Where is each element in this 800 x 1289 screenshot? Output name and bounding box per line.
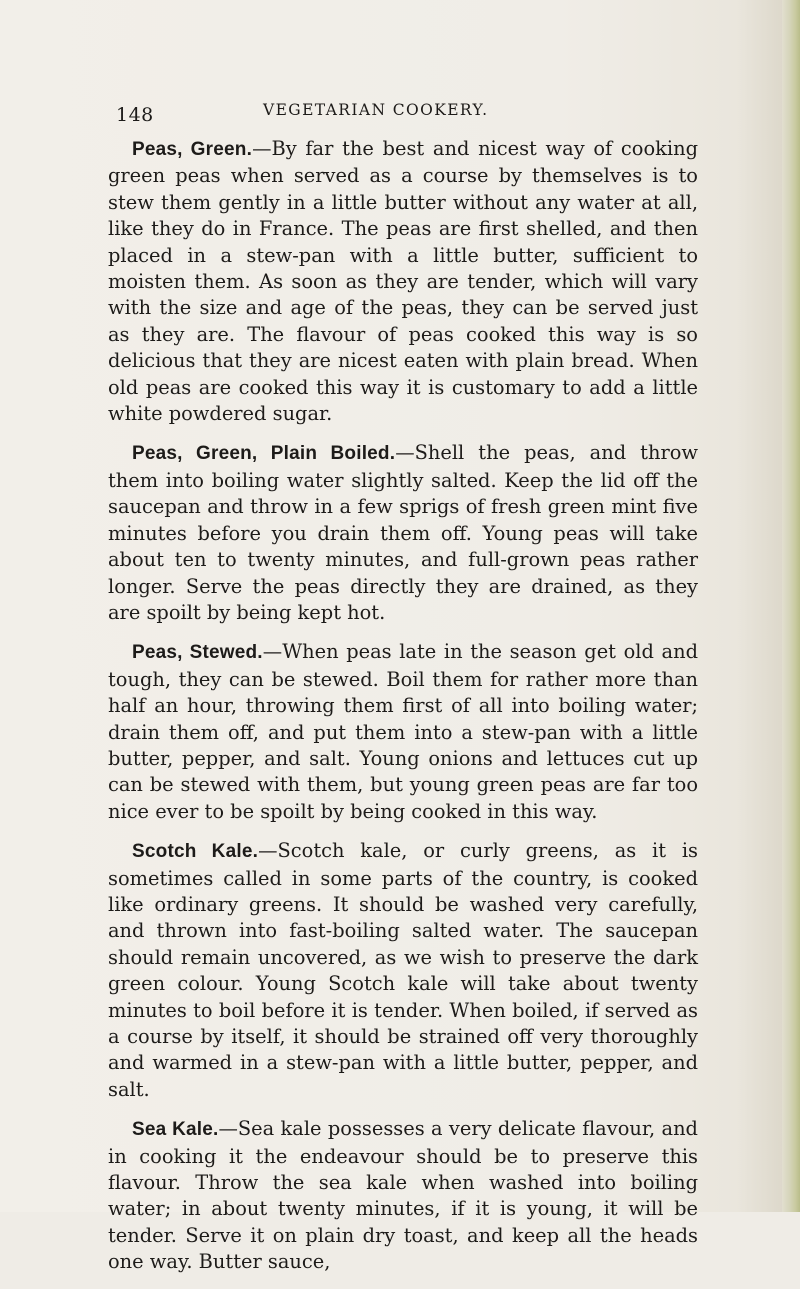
recipe-entry-scotch-kale [108, 838, 698, 1103]
page-edge [782, 0, 800, 1212]
recipe-body: —Sea kale possesses a very delicate flavour, and in cooking it the endeavour should be to preserve this flavour. Throw the sea kale when washed into boiling water; in about twenty minutes, if it is young, it will be tender. Serve it on plain dry toast, and keep all the heads one way. Butter sauce, [108, 1117, 698, 1274]
running-head: VEGETARIAN COOKERY. [263, 101, 489, 119]
recipe-body: —Scotch kale, or curly greens, as it is sometimes called in some parts of the country, is cooked like ordinary greens. It should be washed very carefully, and thrown into fast-boiling salted water. The saucepan should remain uncovered, as we wish to preserve the dark green colour. Young Scotch kale will take about twenty minutes to boil before it is tender. When boiled, if served as a course by itself, it should be strained off very thoroughly and warmed in a stew-pan with a little butter, pepper, and salt. [108, 839, 699, 1101]
recipe-entry-sea-kale [108, 1116, 698, 1275]
recipe-entry-peas-green [108, 136, 698, 427]
recipe-heading: Peas, Green, Plain Boiled. [132, 443, 396, 465]
recipe-body: —Shell the peas, and throw them into boiling water slightly salted. Keep the lid off the saucepan and throw in a few sprigs of fresh green mint five minutes before you drain them off. Young peas will take about ten to twenty minutes, and full-grown peas rather longer. Serve the peas directly they are drained, as they are spoilt by being kept hot. [108, 441, 698, 624]
recipe-text [108, 136, 698, 1289]
page-number: 148 [116, 104, 154, 126]
page-header [108, 96, 698, 126]
recipe-heading: Scotch Kale. [132, 841, 259, 863]
recipe-body: —By far the best and nicest way of cooking green peas when served as a course by themselves is to stew them gently in a little butter without any water at all, like they do in France. The peas are first shelled, and then placed in a stew-pan with a little butter, sufficient to moisten them. As soon as they are tender, which will vary with the size and age of the peas, they can be served just as they are. The flavour of peas cooked this way is so delicious that they are nicest eaten with plain bread. When old peas are cooked this way it is customary to add a little white powdered sugar. [108, 137, 698, 426]
recipe-heading: Peas, Stewed. [132, 642, 263, 664]
recipe-entry-peas-green-plain-boiled [108, 440, 698, 626]
recipe-body: —When peas late in the season get old and tough, they can be stewed. Boil them for rather more than half an hour, throwing them first of all into boiling water; drain them off, and put them into a stew-pan with a little butter, pepper, and salt. Young onions and lettuces cut up can be stewed with them, but young green peas are far too nice ever to be spoilt by being cooked in this way. [108, 640, 698, 823]
recipe-entry-peas-stewed [108, 639, 698, 825]
recipe-heading: Peas, Green. [132, 139, 253, 160]
recipe-heading: Sea Kale. [132, 1119, 219, 1141]
